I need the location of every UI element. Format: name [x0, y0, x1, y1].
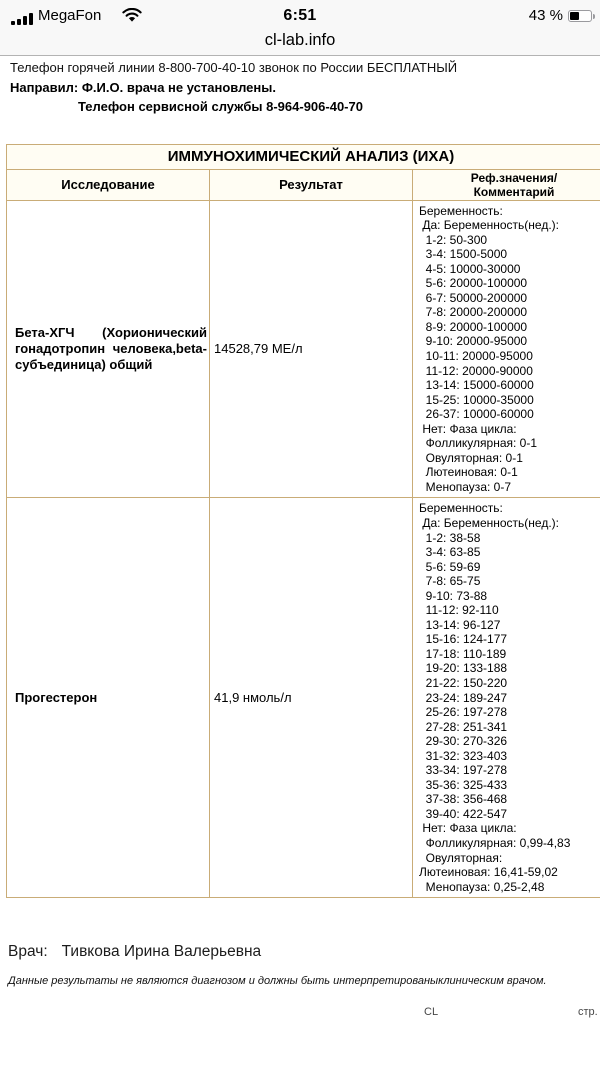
test-name: Бета-ХГЧ (Хорионический гонадотропин человека,beta-субъединица) общий: [7, 200, 210, 498]
test-reference: Беременность: Да: Беременность(нед.): 1-2: 38-58 3-4: 63-85 5-6: 59-69 7-8: 65-75 9-10: 73-88 11-12: 92-110 13-14: 96-127 15-16: 124-177 17-18: 110-189 19-20: 133-188 21-22: 150-220 23-24: 189-247 25-26: 197-278 27-28: 251-341 29-30: 270-326 31-32: 323-403 33-34: 197-278 35-36: 325-433 37-38: 356-468 39-40: 422-547 Нет: Фаза цикла: Фолликулярная: 0,99-4,83 Овуляторная: Лютеиновая: 16,41-59,02 Менопауза: 0,25-2,48: [413, 498, 600, 898]
url-field[interactable]: cl-lab.info: [264, 31, 336, 49]
battery-percent-label: 43 %: [528, 7, 563, 24]
status-browser-bar: [0, 0, 600, 56]
test-result: 14528,79 МЕ/л: [210, 200, 413, 498]
doctor-line: [0, 943, 600, 961]
table-row: [7, 498, 600, 898]
column-header-result: Результат: [210, 169, 413, 200]
test-result: 41,9 нмоль/л: [210, 498, 413, 898]
battery-group: [529, 7, 592, 24]
results-table: [6, 144, 600, 899]
referrer-line: Направил: Ф.И.О. врача не установлены.: [10, 79, 276, 95]
lab-report-page: [0, 57, 600, 987]
doctor-name: Тивкова Ирина Валерьевна: [61, 943, 262, 961]
doctor-label: Врач:: [8, 943, 48, 961]
hotline-line: Телефон горячей линии 8-800-700-40-10 звонок по России БЕСПЛАТНЫЙ: [10, 60, 458, 75]
report-header-block: [0, 57, 600, 117]
table-title-row: [7, 144, 600, 169]
battery-icon: [568, 10, 592, 22]
carrier-label: MegaFon: [38, 7, 102, 24]
column-header-test: Исследование: [7, 169, 210, 200]
disclaimer-text: Данные результаты не являются диагнозом и должны быть интерпретированыклиническим врачом.: [8, 975, 547, 988]
test-name: Прогестерон: [7, 498, 210, 898]
table-header-row: [7, 169, 600, 200]
footer-page-mark: стр.: [578, 1006, 598, 1018]
service-phone-line: Телефон сервисной службы 8-964-906-40-70: [78, 99, 363, 114]
footer-lab-mark: CL: [424, 1006, 439, 1018]
status-time: 6:51: [283, 7, 317, 24]
table-title: ИММУНОХИМИЧЕСКИЙ АНАЛИЗ (ИХА): [7, 144, 600, 169]
battery-fill: [570, 12, 579, 20]
table-row: [7, 200, 600, 498]
column-header-ref: Реф.значения/ Комментарий: [413, 169, 600, 200]
test-reference: Беременность: Да: Беременность(нед.): 1-2: 50-300 3-4: 1500-5000 4-5: 10000-30000 5-6: 20000-100000 6-7: 50000-200000 7-8: 20000-200000 8-9: 20000-100000 9-10: 20000-95000 10-11: 20000-95000 11-12: 20000-90000 13-14: 15000-60000 15-25: 10000-35000 26-37: 10000-60000 Нет: Фаза цикла: Фолликулярная: 0-1 Овуляторная: 0-1 Лютеиновая: 0-1 Менопауза: 0-7: [413, 200, 600, 498]
